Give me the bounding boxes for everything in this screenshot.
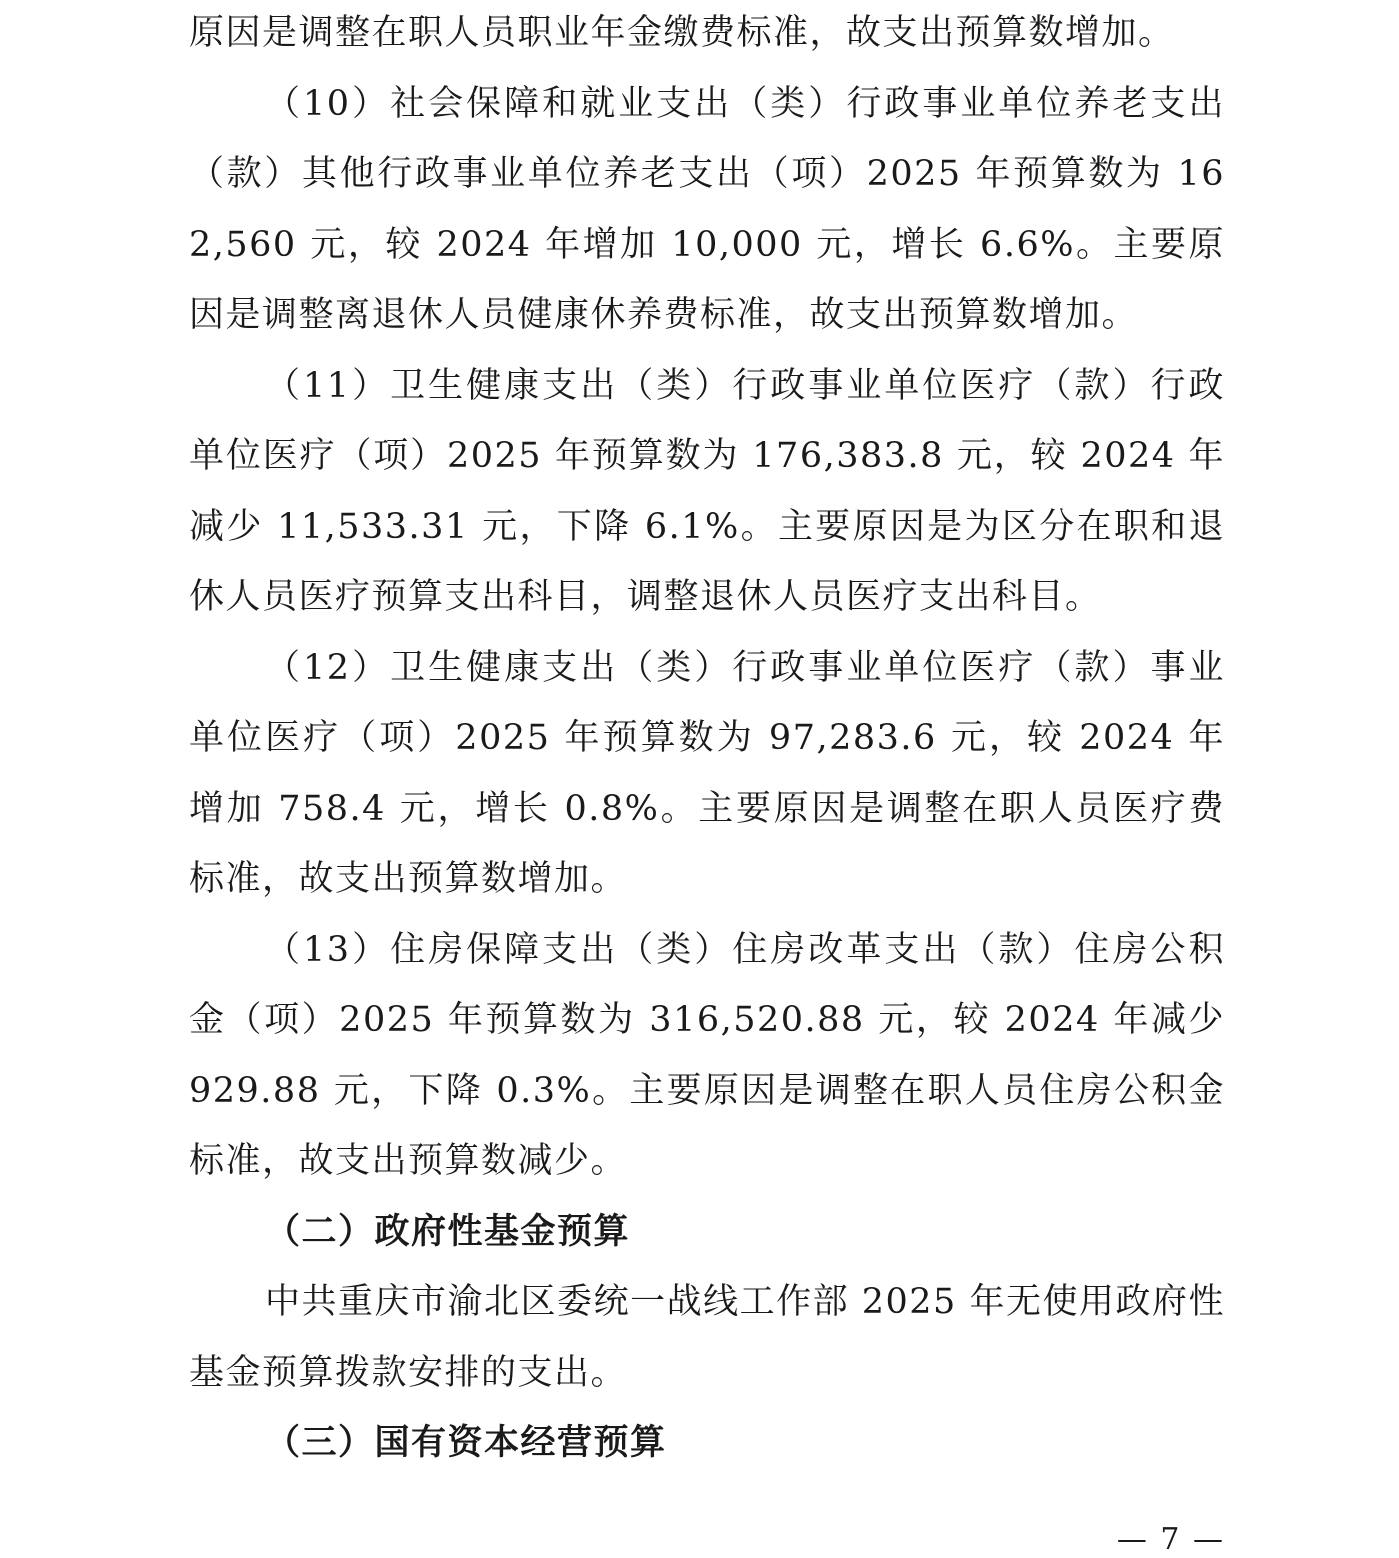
document-body [189,0,1225,1479]
paragraph-item-11: （11）卫生健康支出（类）行政事业单位医疗（款）行政单位医疗（项）2025 年预算数为 176,383.8 元，较 2024 年减少 11,533.31 元，下降 6.1%。主要原因是为区分在职和退休人员医疗预算支出科目，调整退休人员医疗支出科目。 [189,365,1225,617]
paragraph-item-13: （13）住房保障支出（类）住房改革支出（款）住房公积金（项）2025 年预算数为 316,520.88 元，较 2024 年减少 929.88 元，下降 0.3%。主要原因是调整在职人员住房公积金标准，故支出预算数减少。 [189,929,1225,1181]
paragraph-item-10: （10）社会保障和就业支出（类）行政事业单位养老支出（款）其他行政事业单位养老支出（项）2025 年预算数为 162,560 元，较 2024 年增加 10,000 元，增长 6.6%。主要原因是调整离退休人员健康休养费标准，故支出预算数增加。 [189,83,1225,335]
paragraph-item-12: （12）卫生健康支出（类）行政事业单位医疗（款）事业单位医疗（项）2025 年预算数为 97,283.6 元，较 2024 年增加 758.4 元，增长 0.8%。主要原因是调整在职人员医疗费标准，故支出预算数增加。 [189,647,1225,899]
page-number: — 7 — [1116,1522,1225,1557]
paragraph-continuation: 原因是调整在职人员职业年金缴费标准，故支出预算数增加。 [189,13,1175,53]
section-heading-government-fund: （二）政府性基金预算 [265,1210,631,1252]
section-heading-state-capital: （三）国有资本经营预算 [265,1422,667,1463]
paragraph-government-fund: 中共重庆市渝北区委统一战线工作部 2025 年无使用政府性基金预算拨款安排的支出。 [189,1282,1225,1393]
